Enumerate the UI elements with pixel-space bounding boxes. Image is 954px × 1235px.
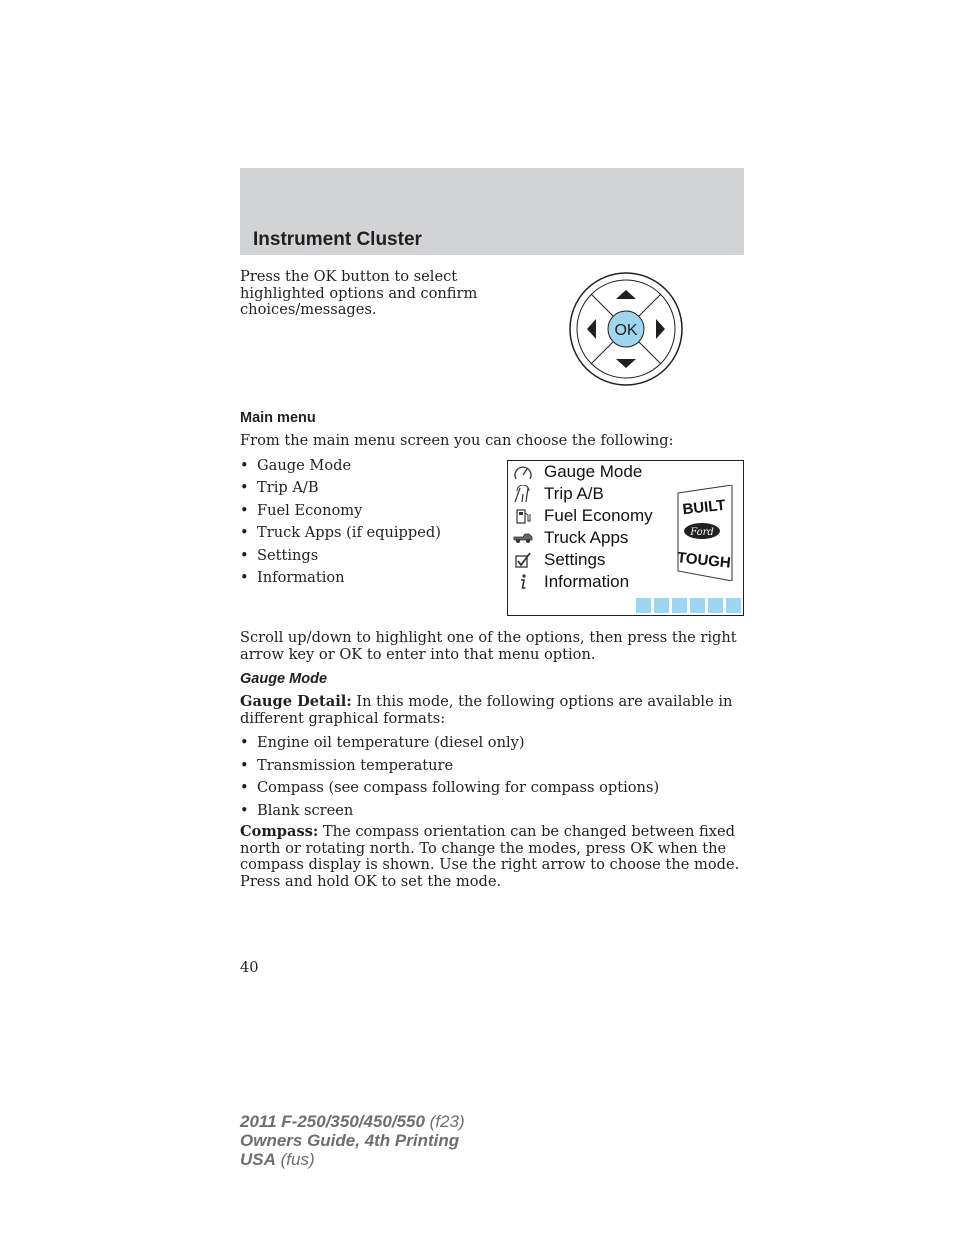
display-item-truck-apps: Truck Apps (544, 528, 629, 547)
list-item: • Transmission temperature (240, 755, 659, 778)
svg-text:BUILT: BUILT (681, 496, 727, 519)
list-item: • Fuel Economy (240, 500, 441, 522)
ok-label: OK (614, 322, 638, 339)
gauge-detail-text: In this mode, the following options are available in different graphical formats: (240, 693, 733, 727)
trip-icon (513, 485, 533, 503)
display-item-fuel-economy: Fuel Economy (544, 506, 653, 525)
built-ford-tough-logo (676, 485, 734, 581)
ok-intro-text: Press the OK button to select highlighted options and confirm choices/messages. (240, 268, 478, 319)
display-item-gauge-mode: Gauge Mode (544, 462, 643, 481)
gauge-options-list (240, 732, 659, 822)
checkbox-icon (513, 551, 533, 569)
compass-paragraph (240, 824, 746, 890)
gauge-detail-label: Gauge Detail: (240, 693, 352, 710)
list-item: • Engine oil temperature (diesel only) (240, 732, 659, 755)
list-item: • Compass (see compass following for compass options) (240, 777, 659, 800)
list-item: • Gauge Mode (240, 455, 441, 477)
main-menu-intro: From the main menu screen you can choose the following: (240, 432, 674, 449)
display-item-information: Information (544, 572, 630, 591)
cluster-display-illustration (507, 460, 744, 616)
scroll-instructions: Scroll up/down to highlight one of the options, then press the right arrow key or OK to enter into that menu option. (240, 629, 737, 663)
main-menu-list (240, 455, 441, 589)
list-item: • Blank screen (240, 800, 659, 823)
compass-text: The compass orientation can be changed between fixed north or rotating north. To change the modes, press OK when the compass display is shown. Use the right arrow to choose the mode. Press and hold OK to set the mode. (240, 823, 740, 890)
document-footer: 2011 F-250/350/450/550 (f23) Owners Guide, 4th Printing USA (fus) (240, 1112, 465, 1169)
display-item-trip: Trip A/B (544, 484, 604, 503)
main-menu-heading: Main menu (240, 410, 316, 426)
section-title: Instrument Cluster (253, 229, 422, 250)
gauge-mode-heading: Gauge Mode (240, 671, 328, 687)
list-item: • Information (240, 567, 441, 589)
gauge-icon (513, 464, 533, 482)
section-header (240, 168, 744, 255)
ok-button-diagram (568, 271, 684, 387)
svg-text:TOUGH: TOUGH (676, 549, 732, 572)
page-number: 40 (240, 959, 259, 976)
gauge-detail-paragraph (240, 694, 744, 727)
display-item-settings: Settings (544, 550, 606, 569)
list-item: • Settings (240, 545, 441, 567)
list-item: • Truck Apps (if equipped) (240, 522, 441, 544)
truck-icon (513, 529, 533, 547)
list-item: • Trip A/B (240, 477, 441, 499)
svg-text:Ford: Ford (690, 527, 714, 538)
display-indicator-squares (636, 598, 741, 613)
info-icon (513, 573, 533, 591)
fuel-pump-icon (513, 507, 533, 525)
compass-label: Compass: (240, 823, 319, 840)
